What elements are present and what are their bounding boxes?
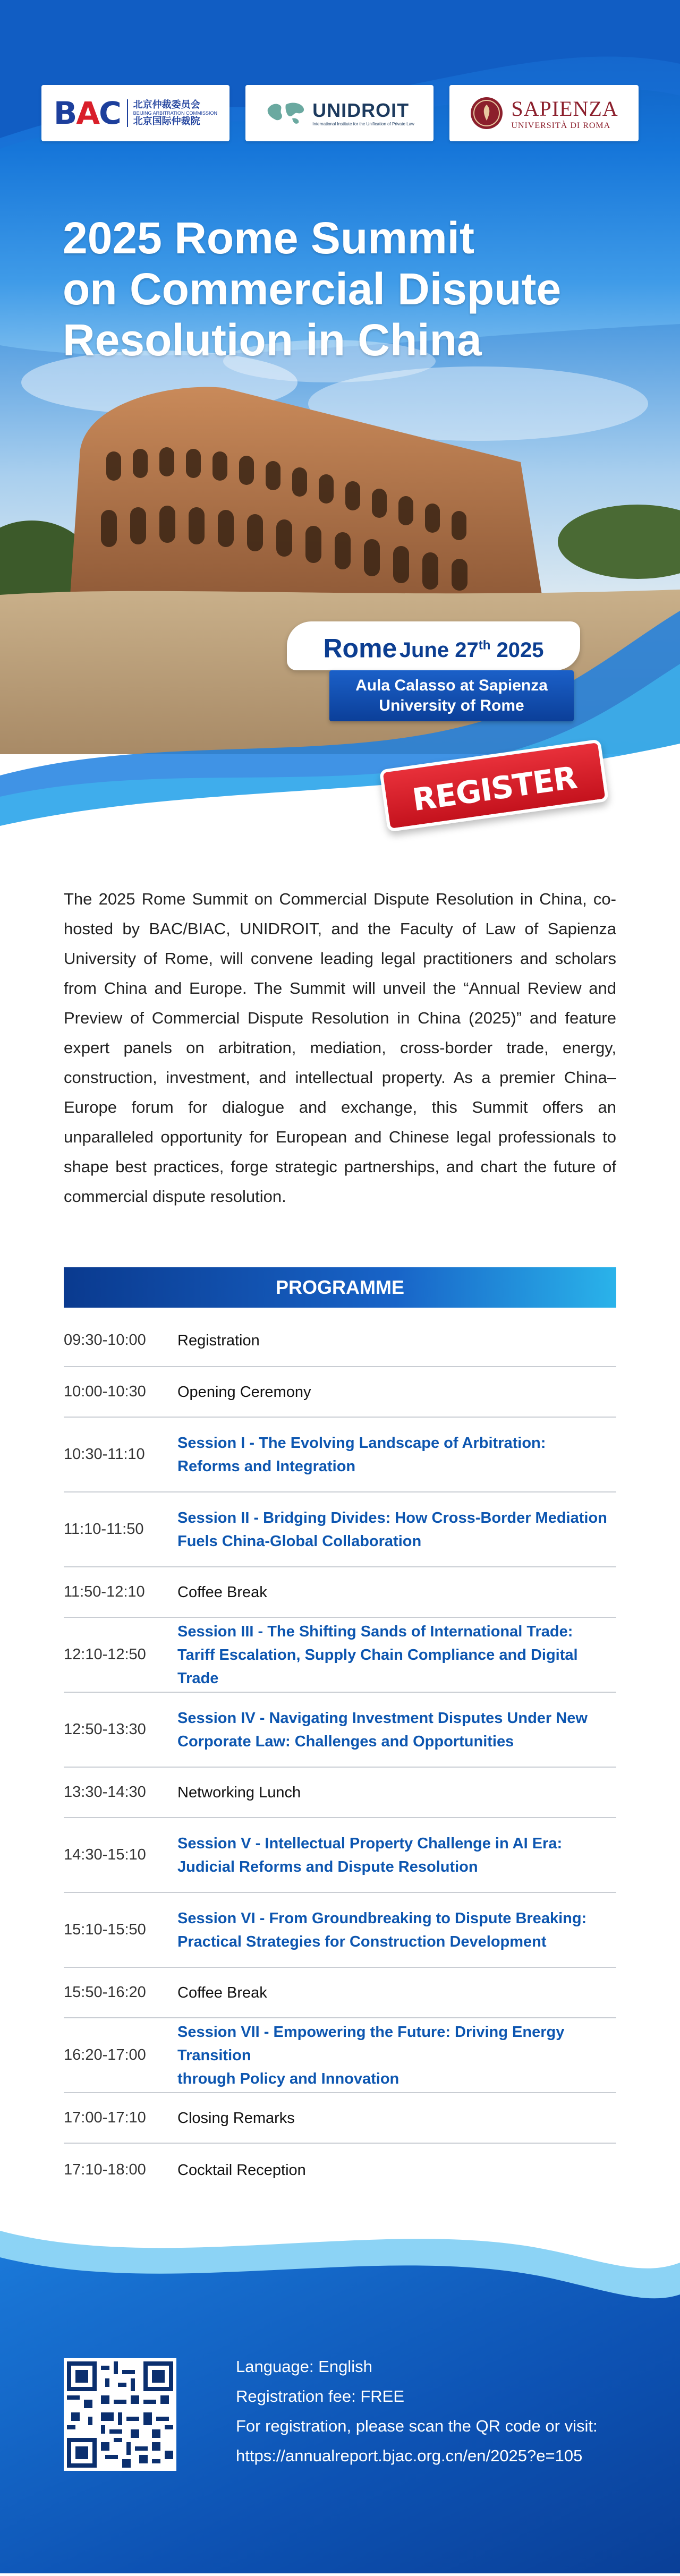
event-date: June 27th 2025 [399,638,544,662]
programme-row [64,2018,616,2093]
language-text: Language: English [236,2357,372,2376]
programme-session-title: Session IV - Navigating Investment Disputes Under New Corporate Law: Challenges and Opportunities [177,1709,588,1750]
programme-item: Coffee Break [177,1583,267,1601]
programme-session-title: Session II - Bridging Divides: How Cross-Border Mediation Fuels China-Global Collaboration [177,1509,607,1550]
world-map-icon [265,98,307,128]
date-banner [287,621,580,670]
programme-row [64,1768,616,1818]
programme-row [64,2093,616,2144]
intro-paragraph: The 2025 Rome Summit on Commercial Dispute Resolution in China, co-hosted by BAC/BIAC, UNIDROIT, and the Faculty of Law of Sapienza University of Rome, will convene leading legal practitioners and scholars from China and Europe. The Summit will unveil the “Annual Review and Preview of Commercial Dispute Resolution in China (2025)” and feature expert panels on arbitration, mediation, cross-border trade, energy, construction, investment, and intellectual property. As a premier China–Europe forum for dialogue and exchange, this Summit offers an unparalleled opportunity for European and Chinese legal professionals to shape best practices, forge strategic partnerships, and chart the future of commercial dispute resolution. [64,890,616,1206]
programme-heading: PROGRAMME [64,1267,616,1308]
programme-time: 10:00-10:30 [64,1383,146,1400]
programme-row [64,1893,616,1968]
programme-item: Networking Lunch [177,1784,301,1801]
hero-section [0,0,680,875]
registration-info [236,2352,598,2471]
registration-link[interactable]: https://annualreport.bjac.org.cn/en/2025?e=105 [236,2446,583,2465]
programme-time: 14:30-15:10 [64,1846,146,1863]
programme-time: 09:30-10:00 [64,1332,146,1349]
programme-row [64,1418,616,1492]
programme-time: 17:00-17:10 [64,2109,146,2126]
qr-code-icon [67,2361,173,2468]
programme-item: Closing Remarks [177,2109,295,2127]
programme-item: Opening Ceremony [177,1383,311,1401]
programme-row [64,1315,616,1367]
programme-row [64,1567,616,1618]
partner-logos [41,85,639,143]
programme-item: Coffee Break [177,1984,267,2001]
programme-table [64,1315,616,2196]
programme-time: 12:50-13:30 [64,1721,146,1738]
bac-mark: BAC [53,95,121,131]
programme-session-title: Session V - Intellectual Property Challenge in AI Era: Judicial Reforms and Dispute Resolution [177,1835,563,1875]
programme-session-title: Session I - The Evolving Landscape of Arbitration: Reforms and Integration [177,1434,546,1475]
event-city: Rome [323,633,397,663]
sapienza-seal-icon [470,96,504,130]
programme-row [64,1693,616,1768]
programme-row [64,2144,616,2196]
programme-time: 16:20-17:00 [64,2046,146,2063]
programme-session-title: Session III - The Shifting Sands of International Trade: Tariff Escalation, Supply Chain Compliance and Digital Trade [177,1623,578,1687]
sapienza-logo: SAPIENZA UNIVERSITÀ DI ROMA [449,85,639,141]
programme-time: 13:30-14:30 [64,1784,146,1801]
page-title: 2025 Rome Summit on Commercial Dispute Resolution in China [63,213,562,365]
register-now-button[interactable]: REGISTER NOW [379,739,609,832]
venue-label: Aula Calasso at Sapienza University of Rome [329,670,574,721]
registration-instruction: For registration, please scan the QR code or visit: [236,2417,598,2435]
programme-item: Registration [177,1332,260,1349]
programme-row [64,1367,616,1418]
programme-time: 15:50-16:20 [64,1984,146,2001]
unidroit-logo: UNIDROIT International Institute for the Unification of Private Law [245,85,434,141]
programme-time: 15:10-15:50 [64,1921,146,1938]
programme-time: 12:10-12:50 [64,1646,146,1663]
bac-logo [41,85,230,141]
programme-row [64,1618,616,1693]
programme-item: Cocktail Reception [177,2161,306,2179]
programme-row [64,1818,616,1893]
programme-time: 11:50-12:10 [64,1583,145,1600]
programme-time: 17:10-18:00 [64,2161,146,2178]
programme-session-title: Session VI - From Groundbreaking to Dispute Breaking: Practical Strategies for Construction Development [177,1909,587,1950]
registration-fee-text: Registration fee: FREE [236,2387,405,2406]
registration-qr-code[interactable] [64,2358,176,2471]
programme-time: 10:30-11:10 [64,1446,145,1463]
programme-row [64,1492,616,1567]
programme-row [64,1968,616,2018]
programme-session-title: Session VII - Empowering the Future: Driving Energy Transition through Policy and Innovation [177,2023,565,2087]
bac-text: 北京仲裁委员会 BEIJING ARBITRATION COMMISSION 北京国际仲裁院 [127,99,217,127]
programme-time: 11:10-11:50 [64,1521,144,1538]
